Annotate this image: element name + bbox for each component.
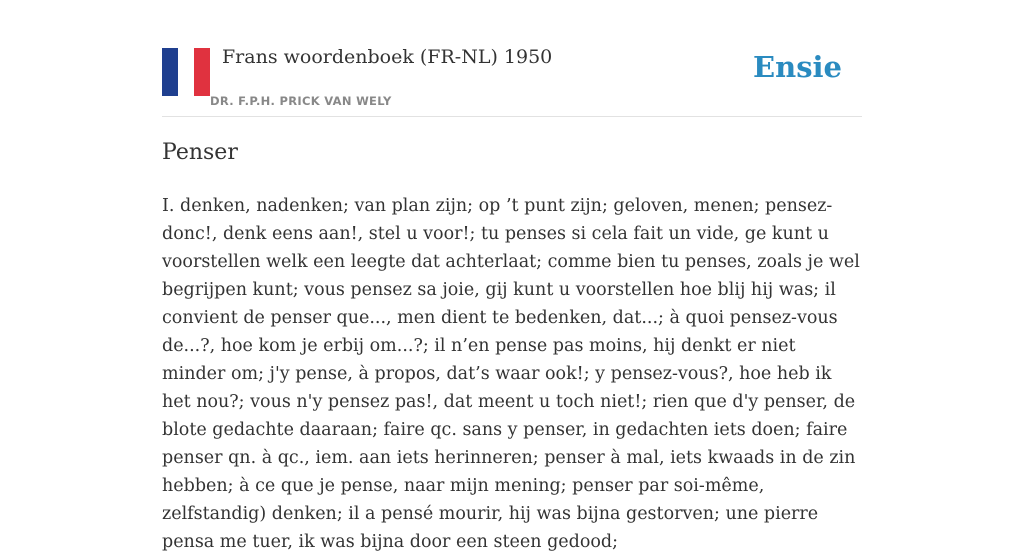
flag-stripe-blue (162, 48, 178, 96)
entry-definition: I. denken, nadenken; van plan zijn; op ’t punt zijn; geloven, menen; pensez-donc!, denk eens aan!, stel u voor!; tu penses si cela fait un vide, ge kunt u voorstellen welk een leegte dat achterlaat; comme bien tu penses, zoals je wel begrijpen kunt; vous pensez sa joie, gij kunt u voorstellen hoe blij hij was; il convient de penser que..., men dient te bedenken, dat...; à quoi pensez-vous de...?, hoe kom je erbij om...?; il n’en pense pas moins, hij denkt er niet minder om; j'y pense, à propos, dat’s waar ook!; y pensez-vous?, hoe heb ik het nou?; vous n'y pensez pas!, dat meent u toch niet!; rien que d'y penser, de blote gedachte daaraan; faire qc. sans y penser, in gedachten iets doen; faire penser qn. à qc., iem. aan iets herinneren; penser à mal, iets kwaads in de zin hebben; à ce que je pense, naar mijn mening; penser par soi-même, zelfstandig) denken; il a pensé mourir, hij was bijna gestorven; une pierre pensa me tuer, ik was bijna door een steen gedood; (162, 196, 860, 552)
france-flag-icon (162, 48, 210, 96)
dictionary-header (162, 40, 862, 117)
entry-headword: Penser (162, 140, 238, 165)
flag-stripe-white (178, 48, 194, 96)
dictionary-author: DR. F.P.H. PRICK VAN WELY (210, 94, 392, 108)
ensie-logo-link[interactable]: Ensie (753, 50, 842, 84)
flag-stripe-red (194, 48, 210, 96)
dictionary-title[interactable]: Frans woordenboek (FR-NL) 1950 (222, 46, 553, 68)
